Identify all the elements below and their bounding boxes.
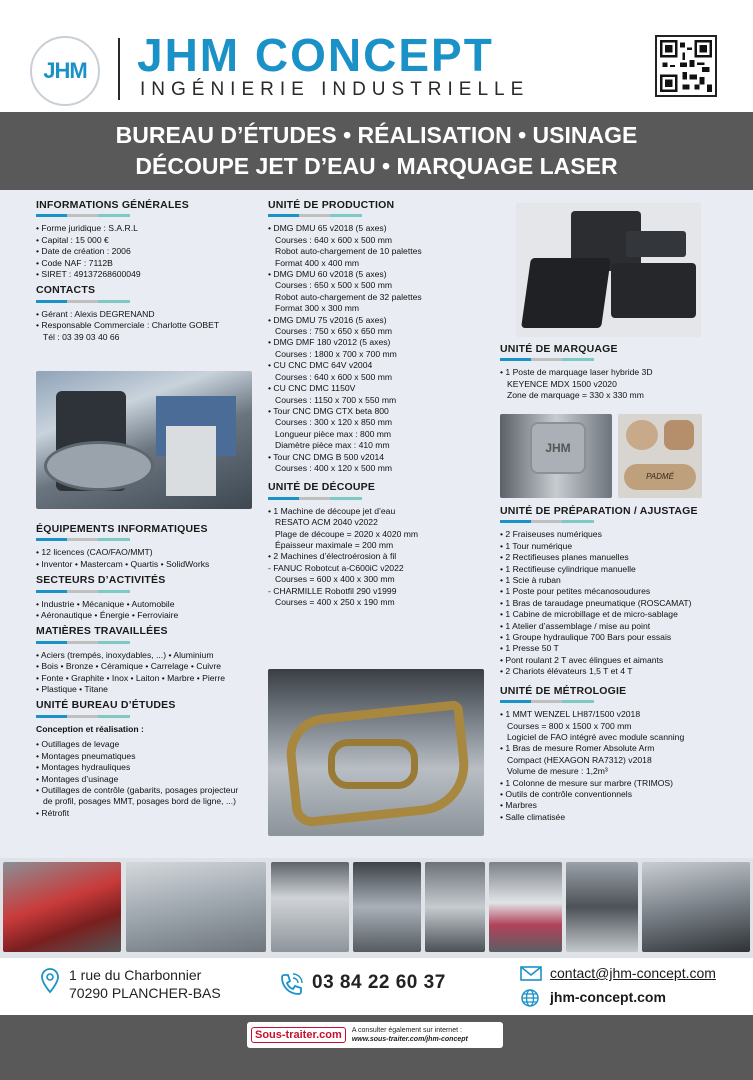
list-item: • Capital : 15 000 € (36, 234, 109, 245)
list-item: • 1 Poste pour petites mécanosoudures (500, 586, 651, 597)
list-item: - CHARMILLE Robotfil 290 v1999 (268, 585, 397, 596)
section-divider (36, 214, 130, 217)
list-item: • Montages hydrauliques (36, 762, 131, 773)
list-item: • Pont roulant 2 T avec élingues et aimants (500, 654, 664, 665)
brand-name: JHM CONCEPT (137, 29, 494, 81)
address-line-2: 70290 PLANCHER-BAS (69, 985, 221, 1001)
right-column-top (500, 344, 730, 402)
left-column-bottom (36, 524, 261, 819)
left-column-top (36, 200, 251, 343)
qr-code-icon[interactable] (655, 35, 717, 97)
map-pin-icon (40, 968, 60, 994)
list-item: • Bois • Bronze • Céramique • Carrelage • Cuivre (36, 661, 222, 672)
sous-traiter-text (352, 1026, 468, 1044)
list-item: • Salle climatisée (500, 811, 566, 822)
list-item: Courses : 750 x 650 x 650 mm (275, 326, 393, 337)
laser-machine-photo (500, 414, 612, 498)
globe-icon (521, 989, 539, 1007)
section-divider (36, 641, 130, 644)
list-item: • 2 Chariots élévateurs 1,5 T et 4 T (500, 666, 633, 677)
section-divider (268, 214, 362, 217)
preparation-title: UNITÉ DE PRÉPARATION / AJUSTAGE (500, 505, 698, 517)
list-item: Compact (HEXAGON RA7312) v2018 (507, 754, 652, 765)
production-list (268, 223, 493, 474)
brand-tagline: INGÉNIERIE INDUSTRIELLE (140, 79, 530, 100)
list-item: • 1 Tour numérique (500, 540, 573, 551)
phone-number[interactable]: 03 84 22 60 37 (312, 972, 446, 993)
list-item: - FANUC Robotcut a-C600iC v2022 (268, 562, 404, 573)
list-item: • Forme juridique : S.A.R.L (36, 223, 138, 234)
list-item: Volume de mesure : 1,2m³ (507, 766, 608, 777)
list-item: • 1 MMT WENZEL LH87/1500 v2018 (500, 709, 641, 720)
right-column-bottom (500, 506, 740, 823)
materials-list (36, 650, 261, 696)
it-list (36, 547, 261, 570)
list-item: Courses : 1800 x 700 x 700 mm (275, 348, 397, 359)
sous-traiter-badge[interactable] (247, 1022, 503, 1048)
it-title: ÉQUIPEMENTS INFORMATIQUES (36, 523, 208, 535)
preparation-list (500, 529, 740, 677)
parts-photo (516, 203, 701, 337)
list-item: • Outillages de levage (36, 739, 120, 750)
logo-mark (30, 36, 100, 106)
list-item: • DMG DMU 60 v2018 (5 axes) (268, 269, 387, 280)
tag-logo: JHM (530, 422, 586, 474)
section-divider (500, 520, 594, 523)
logo-mark-text: JHM (43, 58, 87, 83)
photo-strip (0, 858, 753, 958)
sous-traiter-logo: Sous-traiter.com (251, 1027, 346, 1043)
metrology-list (500, 709, 740, 823)
strip-photo-2 (126, 862, 266, 952)
strip-photo-6 (489, 862, 562, 952)
design-title: UNITÉ BUREAU D’ÉTUDES (36, 699, 176, 712)
list-item: • Rétrofit (36, 807, 70, 818)
list-item: Diamètre pièce max : 410 mm (275, 440, 390, 451)
list-item: RESATO ACM 2040 v2022 (275, 517, 378, 528)
strip-photo-5 (425, 862, 485, 952)
list-item: Courses : 1150 x 700 x 550 mm (275, 394, 397, 405)
list-item: • 1 Scie à ruban (500, 575, 561, 586)
list-item: Courses = 600 x 400 x 300 mm (275, 574, 395, 585)
production-title: UNITÉ DE PRODUCTION (268, 199, 395, 211)
strip-photo-8 (642, 862, 750, 952)
list-item: • 1 Presse 50 T (500, 643, 559, 654)
list-item: • 1 Cabine de microbillage et de micro-sablage (500, 609, 678, 620)
info-title: INFORMATIONS GÉNÉRALES (36, 199, 189, 211)
address-line-1: 1 rue du Charbonnier (69, 967, 202, 983)
list-item: • Outillages de contrôle (gabarits, posages projecteur (36, 784, 239, 795)
sous-line-1: A consulter également sur internet : (351, 1027, 462, 1034)
list-item: • Aciers (trempés, inoxydables, ...) • Aluminium (36, 649, 214, 660)
design-list (36, 739, 261, 819)
sectors-list (36, 599, 261, 622)
email-link[interactable]: contact@jhm-concept.com (550, 965, 716, 981)
list-item: • Gérant : Alexis DEGRENAND (36, 308, 155, 319)
strip-photo-4 (353, 862, 421, 952)
strip-photo-1 (3, 862, 121, 952)
list-item: • 1 Groupe hydraulique 700 Bars pour essais (500, 632, 672, 643)
list-item: • Aéronautique • Énergie • Ferroviaire (36, 610, 179, 621)
contacts-list (36, 309, 251, 343)
logo-divider (118, 38, 120, 100)
info-list (36, 223, 251, 280)
materials-title: MATIÈRES TRAVAILLÉES (36, 625, 168, 638)
list-item: • Marbres (500, 800, 537, 811)
sous-line-2[interactable]: www.sous-traiter.com/jhm-concept (351, 1036, 468, 1043)
strip-photo-7 (566, 862, 638, 952)
list-item: Courses : 300 x 120 x 850 mm (275, 417, 393, 428)
strip-photo-3 (271, 862, 349, 952)
list-item: Logiciel de FAO intégré avec module scanning (507, 731, 685, 742)
list-item: • Code NAF : 7112B (36, 257, 113, 268)
list-item: • DMG DMU 65 v2018 (5 axes) (268, 223, 387, 234)
list-item: Courses : 650 x 500 x 500 mm (275, 280, 393, 291)
cutting-title: UNITÉ DE DÉCOUPE (268, 481, 376, 494)
name-tag: PADMÉ (624, 464, 696, 490)
list-item: Plage de découpe = 2020 x 4020 mm (275, 528, 419, 539)
section-divider (36, 715, 130, 718)
list-item: • 2 Fraiseuses numériques (500, 529, 602, 540)
list-item: • 12 licences (CAO/FAO/MMT) (36, 547, 153, 558)
list-item: Courses = 800 x 1500 x 700 mm (507, 720, 632, 731)
design-subtitle: Conception et réalisation : (36, 723, 144, 734)
list-item: • CU CNC DMC 64V v2004 (268, 360, 373, 371)
list-item: • 1 Bras de mesure Romer Absolute Arm (500, 743, 655, 754)
section-divider (36, 590, 130, 593)
list-item: Courses : 640 x 600 x 500 mm (275, 371, 393, 382)
list-item: Zone de marquage = 330 x 330 mm (507, 390, 644, 401)
waterjet-photo (268, 669, 484, 836)
list-item: Format 300 x 300 mm (275, 303, 360, 314)
list-item: • 1 Poste de marquage laser hybride 3D (500, 367, 653, 378)
section-divider (36, 538, 130, 541)
list-item: Longueur pièce max : 800 mm (275, 428, 392, 439)
list-item: Courses = 400 x 250 x 190 mm (275, 597, 395, 607)
list-item: Robot auto-chargement de 10 palettes (275, 246, 422, 257)
list-item: • Tour CNC DMG CTX beta 800 (268, 405, 389, 416)
cutting-list (268, 506, 493, 609)
list-item: • Outils de contrôle conventionnels (500, 788, 632, 799)
marking-list (500, 367, 730, 401)
list-item: Format 400 x 400 mm (275, 257, 360, 268)
services-banner (0, 112, 753, 190)
list-item: • Montages d’usinage (36, 773, 119, 784)
list-item: • DMG DMU 75 v2016 (5 axes) (268, 314, 387, 325)
list-item: • 2 Machines d’électroérosion à fil (268, 551, 397, 562)
website-link[interactable]: jhm-concept.com (550, 989, 666, 1005)
banner-line-2: DÉCOUPE JET D’EAU • MARQUAGE LASER (135, 153, 618, 179)
list-item: • Tour CNC DMG B 500 v2014 (268, 451, 385, 462)
marking-title: UNITÉ DE MARQUAGE (500, 343, 618, 355)
list-item: Courses : 640 x 600 x 500 mm (275, 234, 393, 245)
list-item: Épaisseur maximale = 200 mm (275, 539, 394, 550)
section-divider (500, 358, 594, 361)
list-item: • Date de création : 2006 (36, 246, 131, 257)
list-item: • SIRET : 49137268600049 (36, 269, 141, 280)
section-divider (500, 700, 594, 703)
section-divider (268, 497, 362, 500)
middle-column (268, 200, 493, 608)
tags-photo (618, 414, 702, 498)
banner-line-1: BUREAU D’ÉTUDES • RÉALISATION • USINAGE (115, 122, 638, 148)
address (69, 966, 221, 1002)
list-item: • 2 Rectifieuses planes manuelles (500, 552, 629, 563)
phone-icon (278, 972, 304, 998)
contacts-title: CONTACTS (36, 284, 96, 297)
list-item: • 1 Bras de taraudage pneumatique (ROSCAMAT) (500, 597, 692, 608)
list-item: • 1 Colonne de mesure sur marbre (TRIMOS) (500, 777, 674, 788)
list-item: • DMG DMF 180 v2012 (5 axes) (268, 337, 391, 348)
list-item: • 1 Machine de découpe jet d’eau (268, 505, 396, 516)
metrology-title: UNITÉ DE MÉTROLOGIE (500, 684, 627, 697)
section-divider (36, 300, 130, 303)
workshop-photo (36, 371, 252, 509)
list-item: de profil, posages MMT, posages bord de ligne, ...) (43, 796, 236, 807)
list-item: Tél : 03 39 03 40 66 (43, 331, 120, 342)
list-item: Robot auto-chargement de 32 palettes (275, 291, 422, 302)
list-item: • Plastique • Titane (36, 684, 108, 695)
list-item: • Inventor • Mastercam • Quartis • SolidWorks (36, 558, 210, 569)
sectors-title: SECTEURS D’ACTIVITÉS (36, 574, 166, 587)
mail-icon (520, 966, 542, 981)
list-item: KEYENCE MDX 1500 v2020 (507, 378, 617, 389)
list-item: Courses : 400 x 120 x 500 mm (275, 462, 393, 473)
list-item: • 1 Rectifieuse cylindrique manuelle (500, 563, 636, 574)
list-item: • Industrie • Mécanique • Automobile (36, 598, 175, 609)
list-item: • Responsable Commerciale : Charlotte GOBET (36, 320, 220, 331)
list-item: • 1 Atelier d’assemblage / mise au point (500, 620, 651, 631)
list-item: • Montages pneumatiques (36, 750, 136, 761)
list-item: • CU CNC DMC 1150V (268, 383, 356, 394)
list-item: • Fonte • Graphite • Inox • Laiton • Marbre • Pierre (36, 672, 226, 683)
